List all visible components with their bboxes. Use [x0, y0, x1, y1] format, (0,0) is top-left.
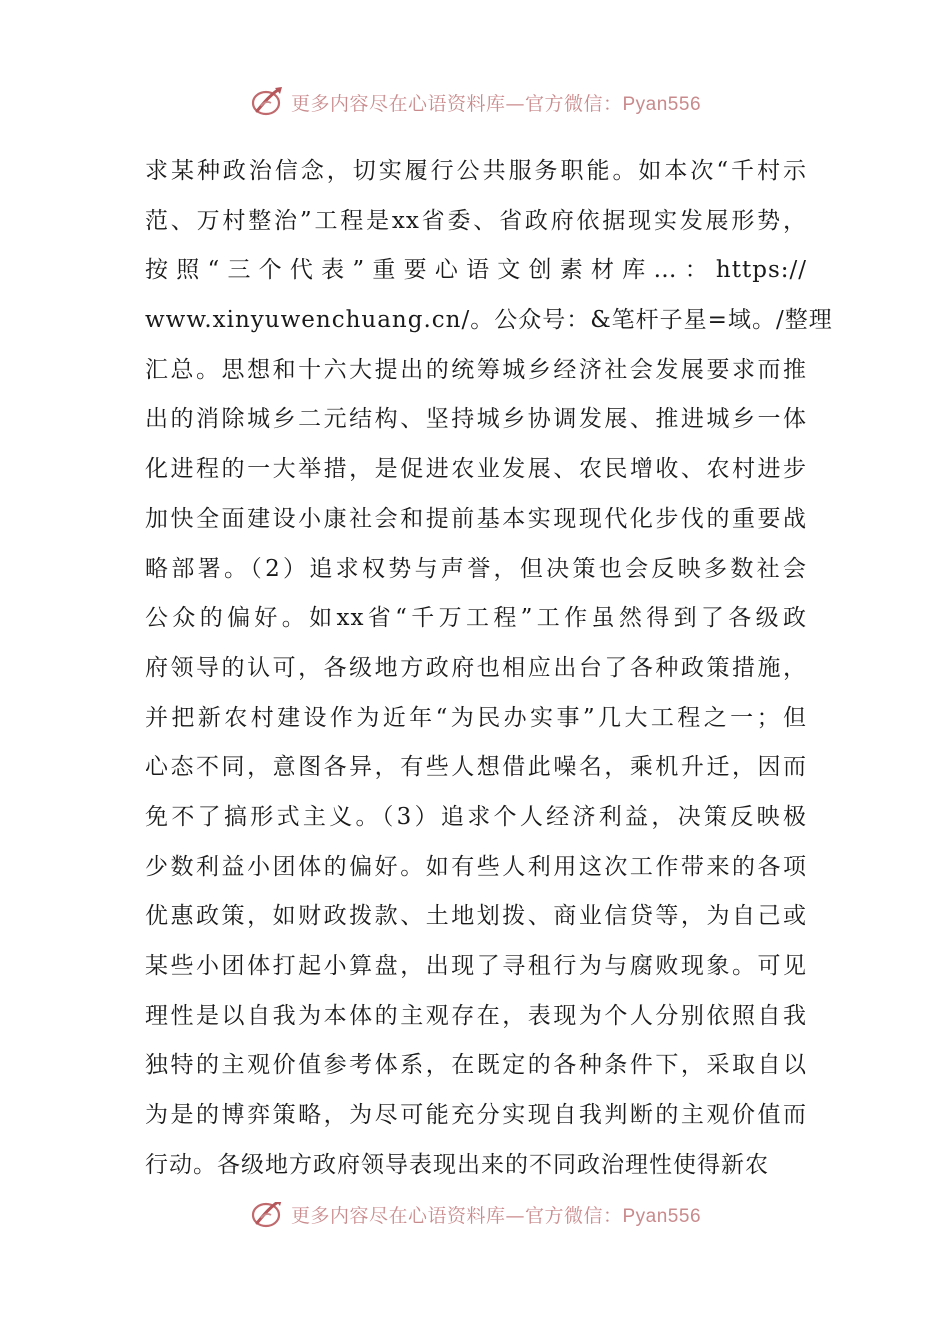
- body-line: 略部署。（2）追求权势与声誉，但决策也会反映多数社会: [145, 555, 807, 582]
- header-wechat-handle: Pyan556: [622, 93, 702, 115]
- body-line: 少数利益小团体的偏好。如有些人利用这次工作带来的各项: [145, 853, 807, 880]
- body-line: 出的消除城乡二元结构、坚持城乡协调发展、推进城乡一体: [145, 406, 807, 433]
- document-body: [145, 147, 833, 1190]
- body-line: 加快全面建设小康社会和提前基本实现现代化步伐的重要战: [145, 505, 807, 532]
- body-line: 并把新农村建设作为近年“为民办实事”几大工程之一；但: [145, 704, 807, 731]
- body-line: 公众的偏好。如xx省“千万工程”工作虽然得到了各级政: [145, 605, 807, 632]
- body-line: 府领导的认可，各级地方政府也相应出台了各种政策措施，: [145, 654, 807, 681]
- body-line: 优惠政策，如财政拨款、土地划拨、商业信贷等，为自己或: [145, 903, 807, 930]
- footer-wechat-handle: Pyan556: [622, 1205, 702, 1227]
- body-line: 为是的博弈策略，为尽可能充分实现自我判断的主观价值而: [145, 1102, 807, 1129]
- pen-nib-logo-icon: [249, 84, 285, 120]
- body-line: 心态不同，意图各异，有些人想借此噪名，乘机升迁，因而: [145, 754, 807, 781]
- footer-banner-text: 更多内容尽在心语资料库—官方微信：Pyan556: [290, 1204, 702, 1227]
- body-line: www.xinyuwenchuang.cn/。公众号：&笔杆子星=域。/整理: [145, 307, 833, 334]
- body-line: 行动。各级地方政府领导表现出来的不同政治理性使得新农: [145, 1151, 769, 1178]
- footer-banner: [0, 1202, 950, 1238]
- body-line: 独特的主观价值参考体系，在既定的各种条件下，采取自以: [145, 1052, 807, 1079]
- pen-nib-logo-icon: [249, 1202, 285, 1232]
- body-line: 范、万村整治”工程是xx省委、省政府依据现实发展形势，: [145, 207, 807, 234]
- header-banner-text: 更多内容尽在心语资料库—官方微信：Pyan556: [290, 92, 702, 115]
- header-banner: [0, 82, 950, 122]
- body-line: 某些小团体打起小算盘，出现了寻租行为与腐败现象。可见: [145, 953, 807, 979]
- body-line: 汇总。思想和十六大提出的统筹城乡经济社会发展要求而推: [145, 356, 807, 383]
- body-line: 免不了搞形式主义。（3）追求个人经济利益，决策反映极: [145, 803, 807, 830]
- body-line: 求某种政治信念，切实履行公共服务职能。如本次“千村示: [145, 158, 807, 184]
- body-line: 按照“三个代表”重要心语文创素材库…：https://: [145, 257, 807, 284]
- body-line: 理性是以自我为本体的主观存在，表现为个人分别依照自我: [145, 1002, 807, 1029]
- body-line: 化进程的一大举措，是促进农业发展、农民增收、农村进步: [145, 456, 807, 483]
